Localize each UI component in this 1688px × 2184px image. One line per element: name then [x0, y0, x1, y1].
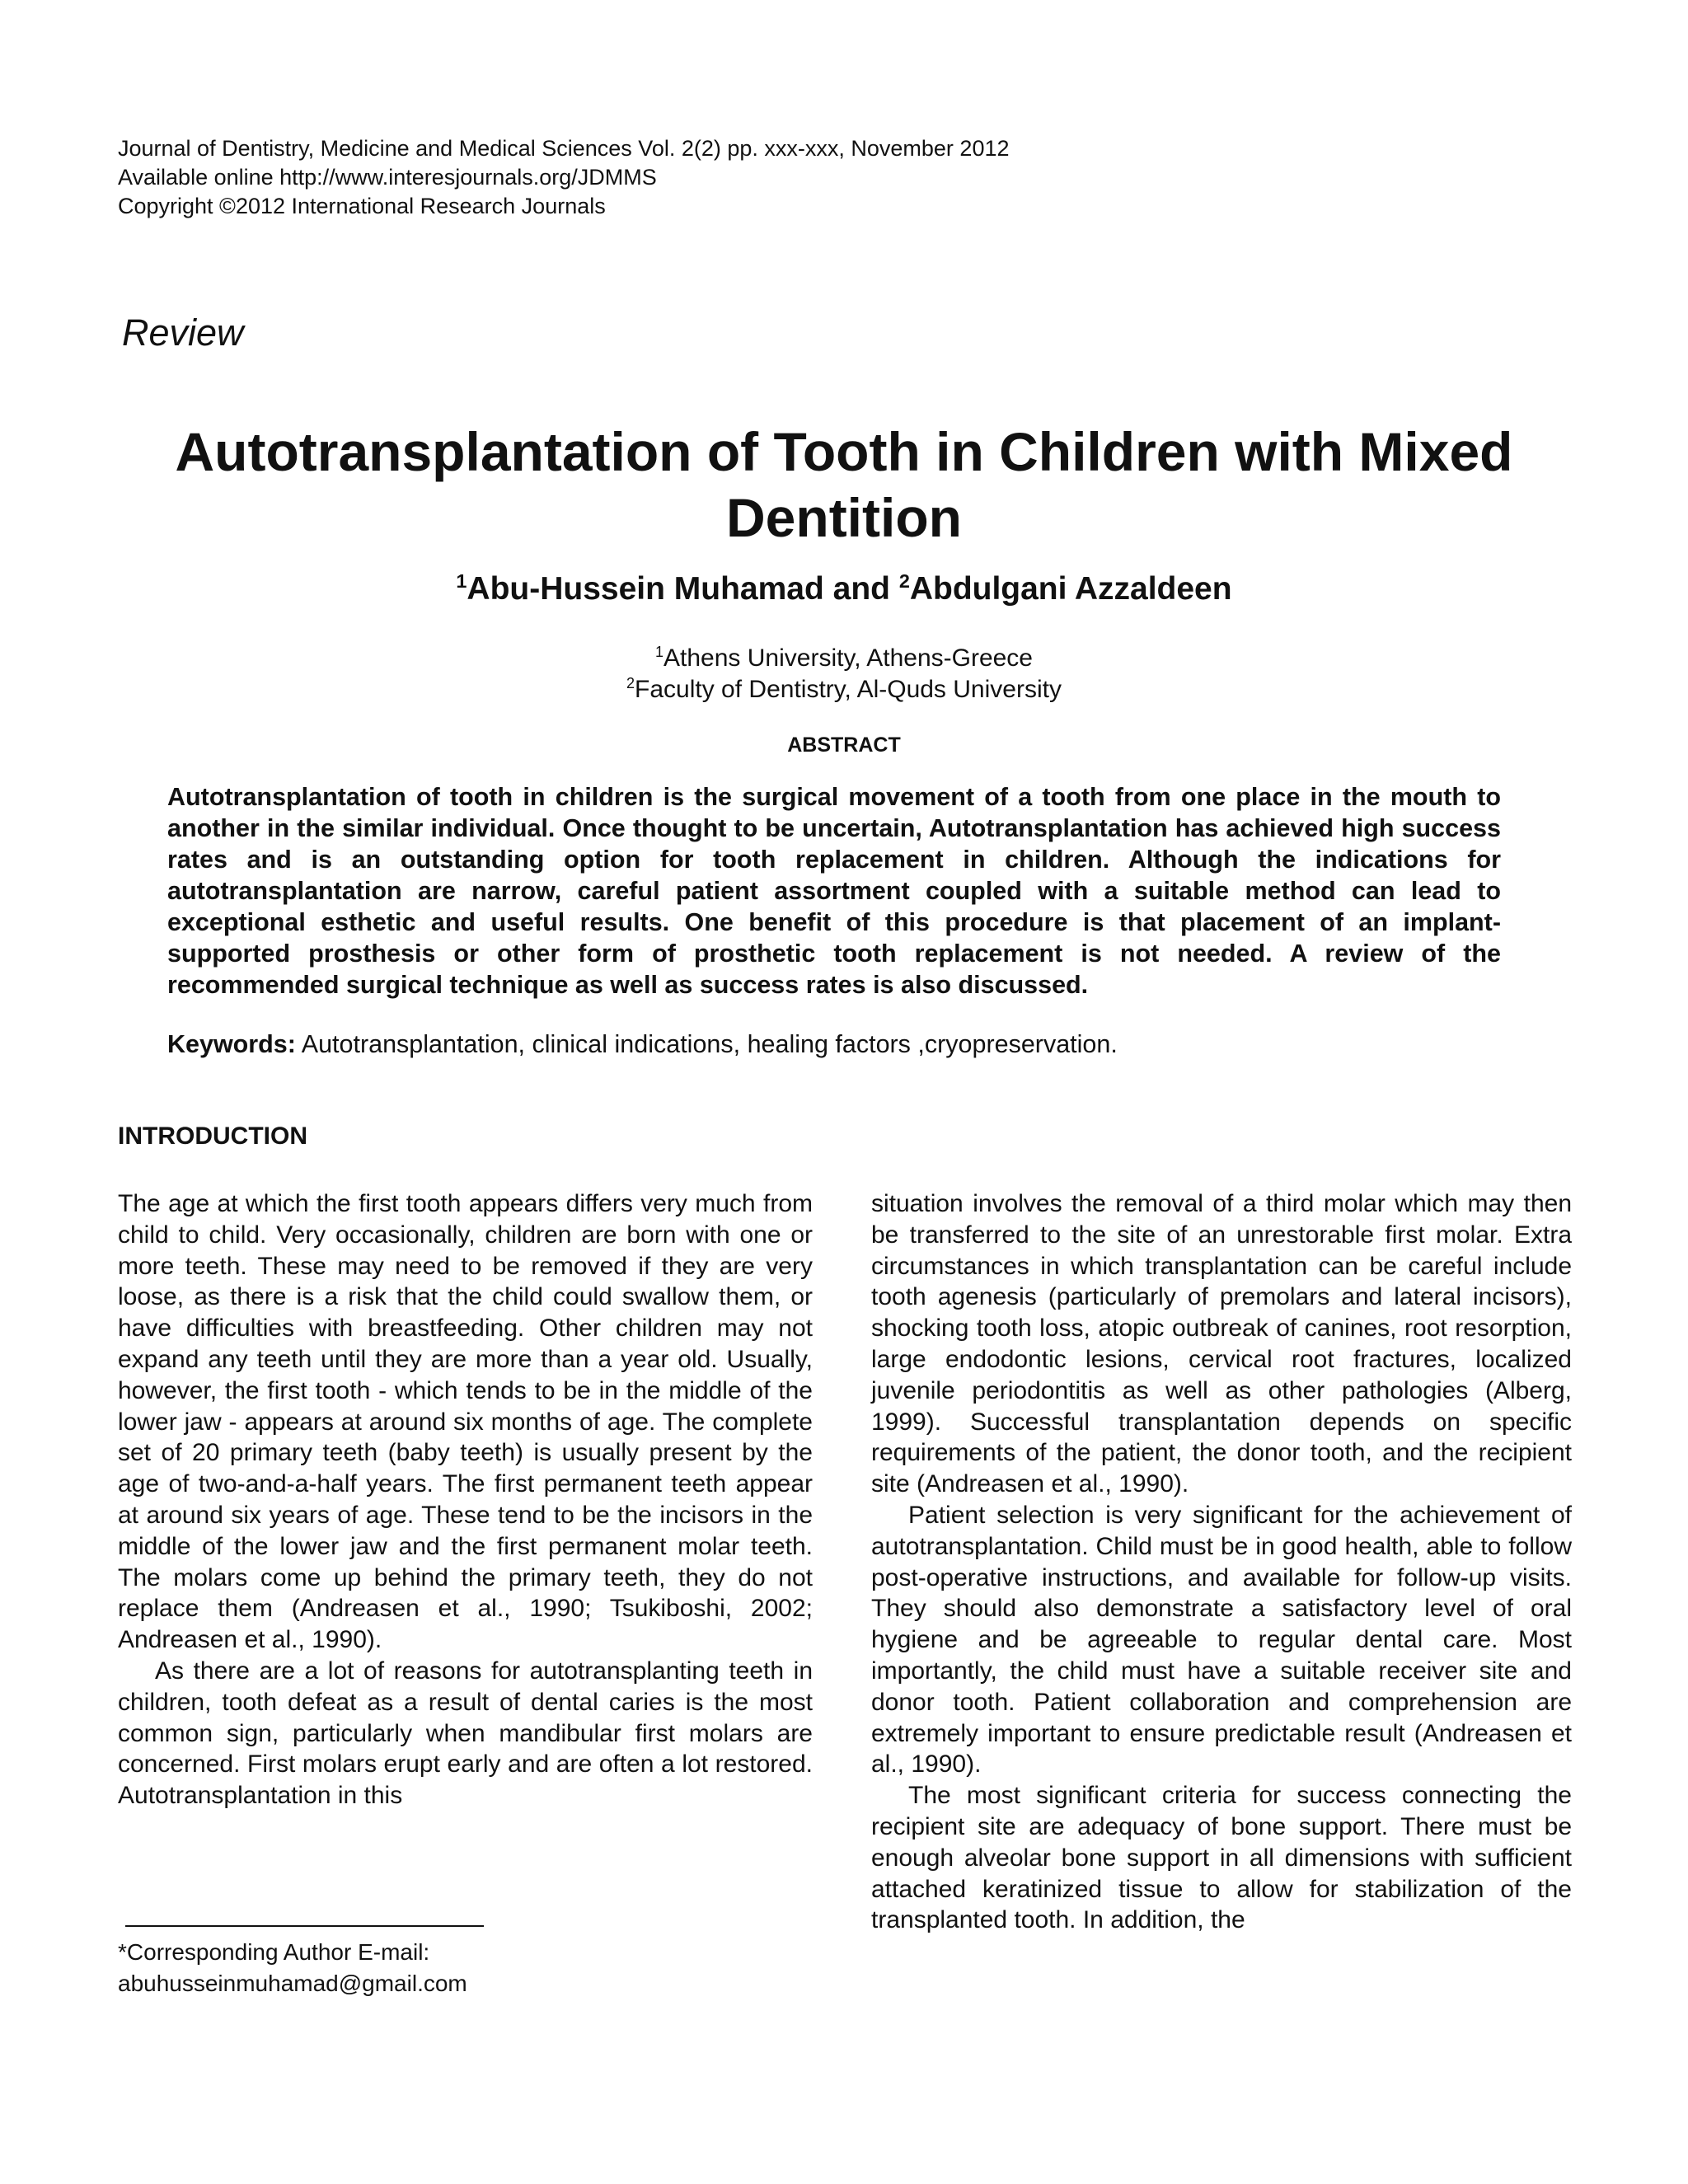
paragraph: The most significant criteria for success connecting the recipient site are adequacy of bone support. There must be enough alveolar bone support in all dimensions with sufficient attached keratinized tissue to allow for stabilization of the transplanted tooth. In addition, the [871, 1782, 1572, 1934]
paragraph: As there are a lot of reasons for autotransplanting teeth in children, tooth defeat as a result of dental caries is the most common sign, particularly when mandibular first molars are concerned. First molars erupt early and are often a lot restored. Autotransplantation in this [118, 1657, 813, 1810]
keywords-label: Keywords: [167, 1030, 296, 1058]
footnote-label: *Corresponding Author E-mail: [118, 1939, 430, 1965]
footnote [118, 1937, 467, 1999]
affiliation-1-text: Athens University, Athens-Greece [663, 644, 1033, 672]
author-1-name: Abu-Hussein Muhamad [467, 571, 824, 607]
author-2-marker: 2 [898, 570, 910, 592]
journal-header [118, 134, 1010, 221]
section-heading-introduction: INTRODUCTION [118, 1122, 307, 1150]
abstract-text: Autotransplantation of tooth in children is the surgical movement of a tooth from one place in the mouth to another in the similar individual. Once thought to be uncertain, Autotransplantation has achieved high success rates and is an outstanding option for tooth replacement in children. Although the indications for autotransplantation are narrow, careful patient assortment coupled with a suitable method can lead to exceptional esthetic and useful results. One benefit of this procedure is that placement of an implant-supported prosthesis or other form of prosthetic tooth replacement is not needed. A review of the recommended surgical technique as well as success rates is also discussed. [167, 783, 1501, 999]
journal-citation: Journal of Dentistry, Medicine and Medical Sciences Vol. 2(2) pp. xxx-xxx, November 2012 [118, 136, 1010, 161]
left-column [118, 1188, 813, 1811]
author-list [0, 571, 1688, 607]
journal-online-link[interactable]: Available online http://www.interesjournals.org/JDMMS [118, 165, 657, 190]
affiliation-2-text: Faculty of Dentistry, Al-Quds University [635, 676, 1062, 703]
corresponding-email[interactable]: abuhusseinmuhamad@gmail.com [118, 1971, 467, 1996]
affiliation-2 [0, 674, 1688, 705]
paragraph: The age at which the first tooth appears differs very much from child to child. Very occasionally, children are born with one or more teeth. These may need to be removed if they are very loose, as there is a risk that the child could swallow them, or have difficulties with breastfeeding. Other children may not expand any teeth until they are more than a year old. Usually, however, the first tooth - which tends to be in the middle of the lower jaw - appears at around six months of age. The complete set of 20 primary teeth (baby teeth) is usually present by the age of two-and-a-half years. The first permanent teeth appear at around six years of age. These tend to be the incisors in the middle of the lower jaw and the first permanent molar teeth. The molars come up behind the primary teeth, they do not replace them (Andreasen et al., 1990; Tsukiboshi, 2002; Andreasen et al., 1990). [118, 1190, 813, 1654]
affiliation-2-marker: 2 [626, 675, 635, 691]
author-1-marker: 1 [456, 570, 467, 592]
journal-copyright: Copyright ©2012 International Research Journals [118, 194, 606, 218]
affiliation-list [0, 643, 1688, 705]
keywords-text: Autotransplantation, clinical indications, healing factors ,cryopreservation. [295, 1030, 1118, 1058]
author-connector: and [823, 571, 899, 607]
paragraph: situation involves the removal of a third molar which may then be transferred to the site of an unrestorable first molar. Extra circumstances in which transplantation can be careful include tooth agenesis (particularly of premolars and lateral incisors), shocking tooth loss, atopic outbreak of canines, root resorption, large endodontic lesions, cervical root fractures, localized juvenile periodontitis as well as other pathologies (Alberg, 1999). Successful transplantation depends on specific requirements of the patient, the donor tooth, and the recipient site (Andreasen et al., 1990). [871, 1190, 1572, 1498]
article-type: Review [122, 312, 244, 354]
paragraph: Patient selection is very significant for the achievement of autotransplantation. Child must be in good health, able to follow post-operative instructions, and available for follow-up visits. They should also demonstrate a satisfactory level of oral hygiene and be agreeable to regular dental care. Most importantly, the child must have a suitable receiver site and donor tooth. Patient collaboration and comprehension are extremely important to ensure predictable result (Andreasen et al., 1990). [871, 1501, 1572, 1779]
affiliation-1-marker: 1 [655, 644, 664, 660]
affiliation-1 [0, 643, 1688, 674]
footnote-divider [125, 1925, 484, 1927]
keywords [167, 1030, 1519, 1059]
right-column [871, 1188, 1572, 1936]
abstract-heading: ABSTRACT [787, 733, 901, 757]
paper-title: Autotransplantation of Tooth in Children with Mixed Dentition [175, 421, 1513, 548]
author-2-name: Abdulgani Azzaldeen [909, 571, 1232, 607]
